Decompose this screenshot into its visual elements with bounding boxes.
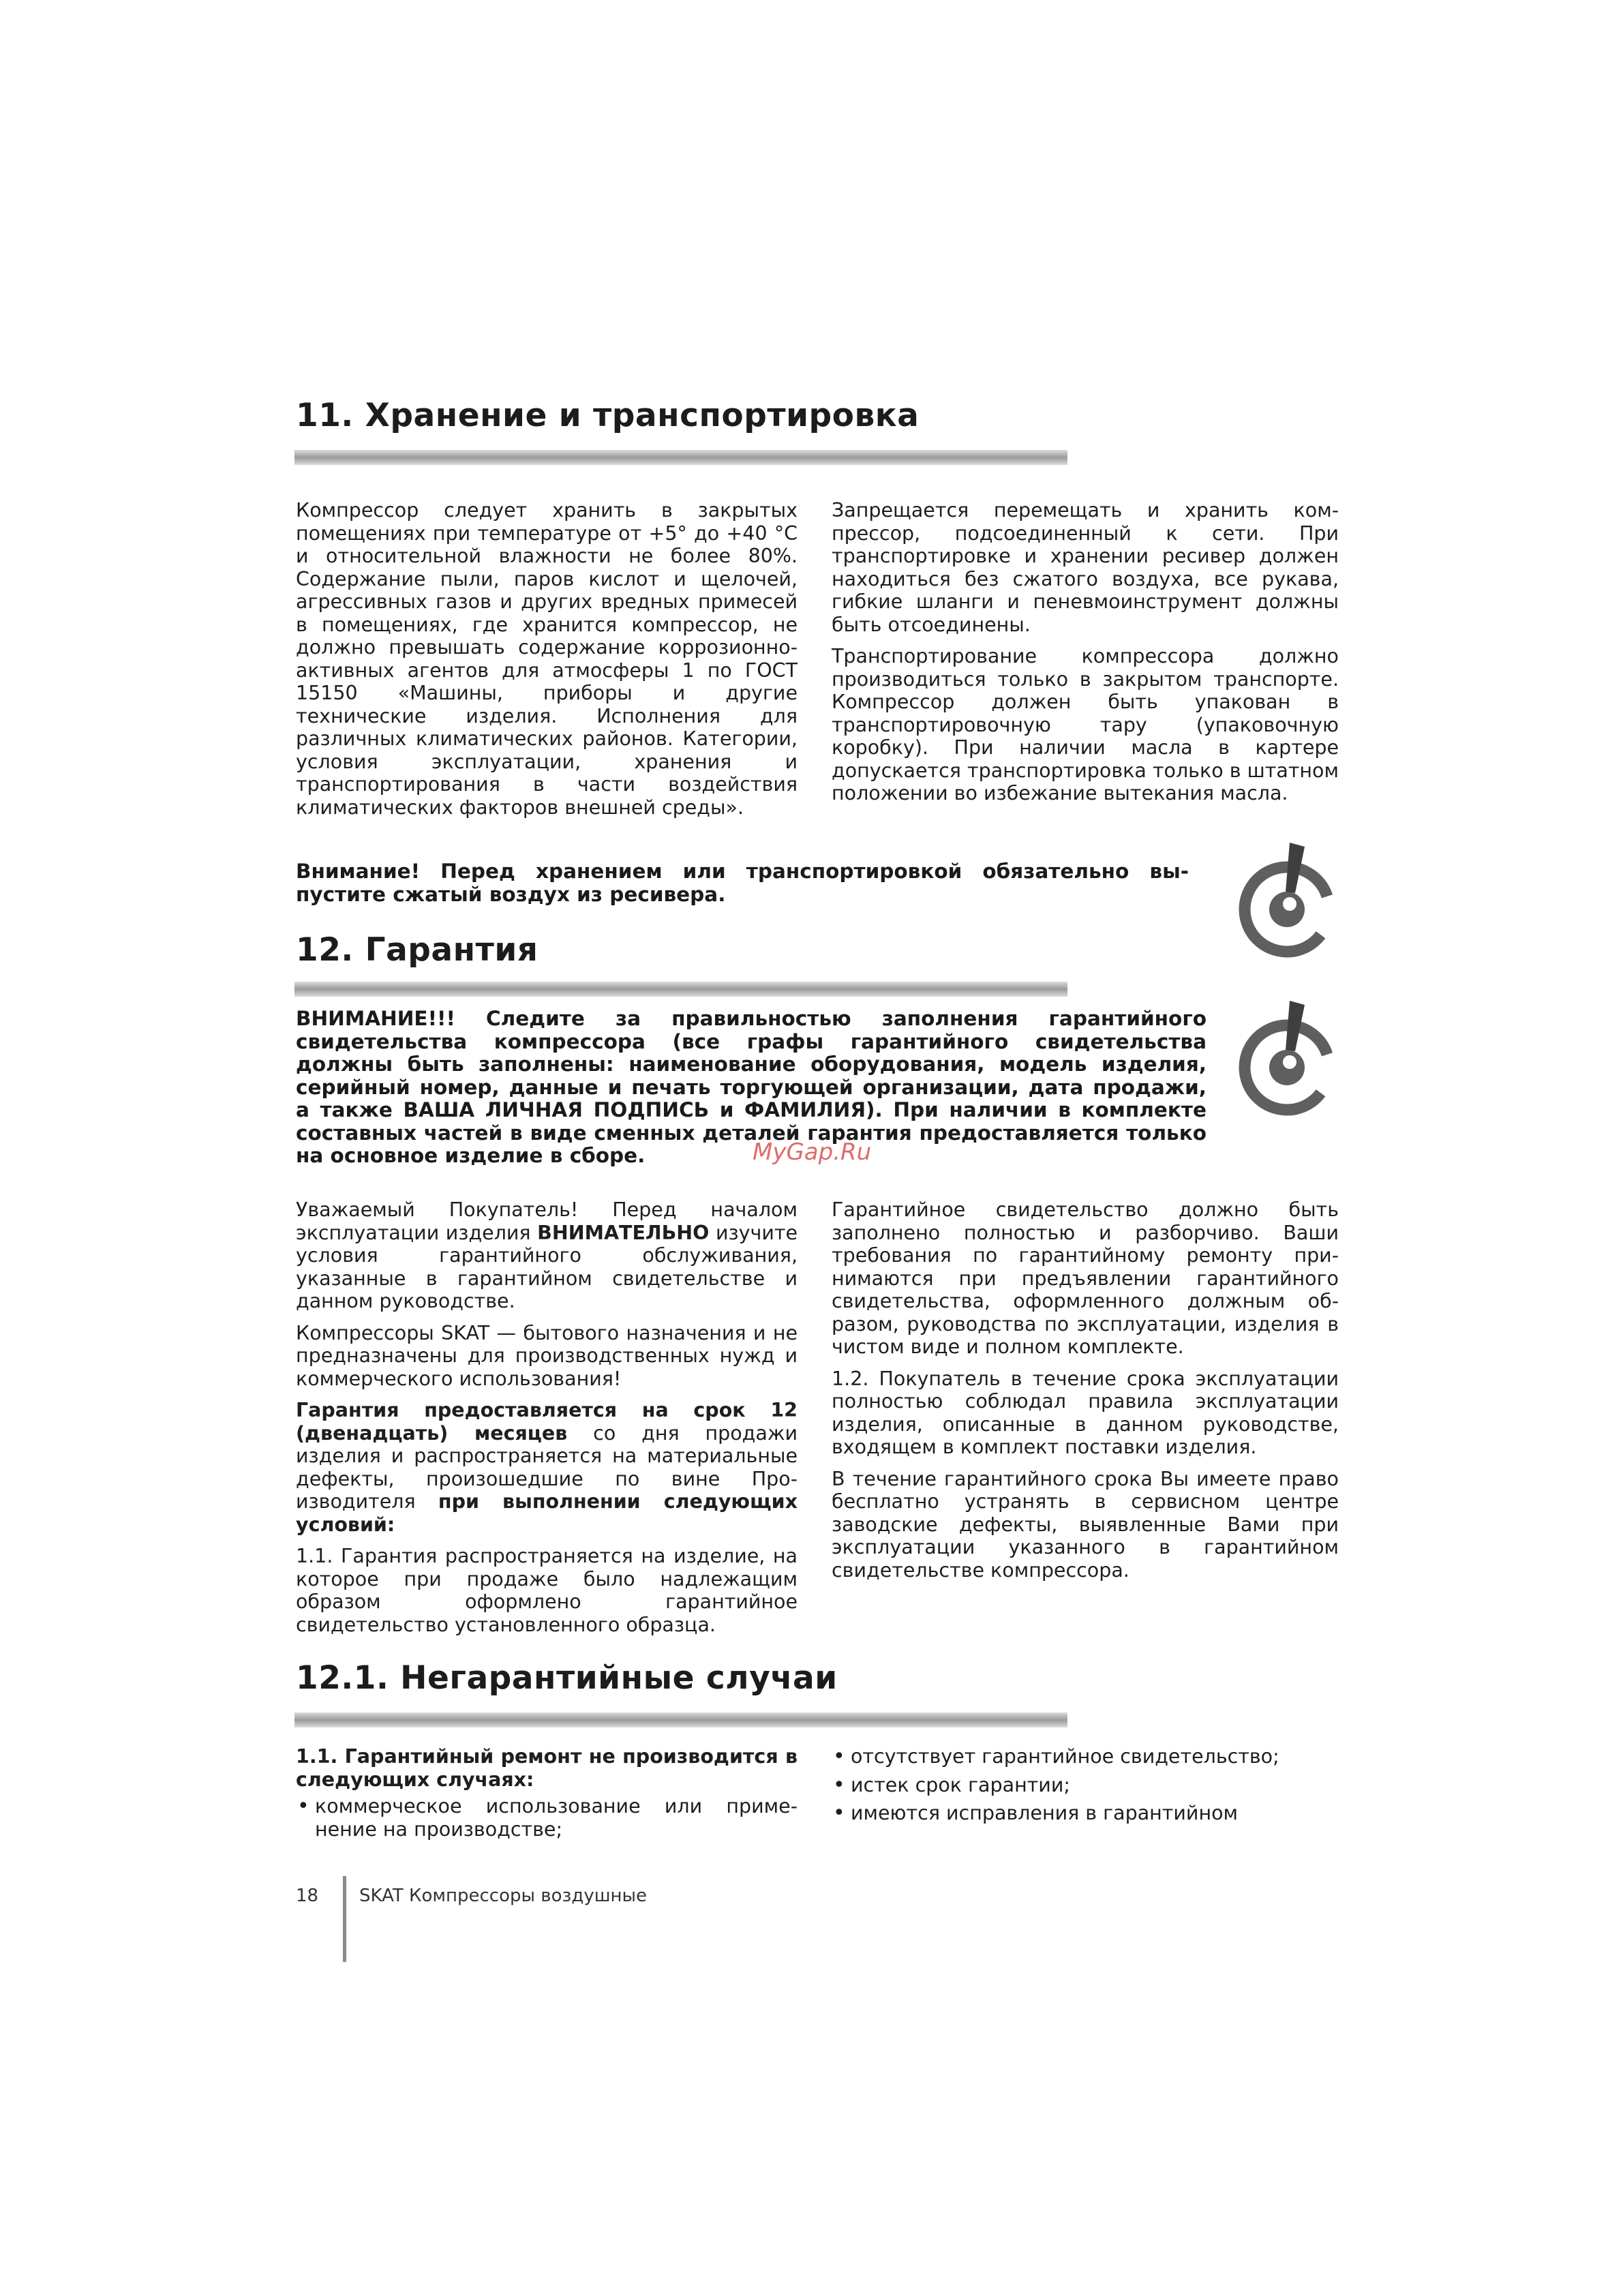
- storage-warning: Внимание! Перед хранением или транспортировкой обязательно выпустите сжатый воздух из ресивера.: [296, 860, 1189, 906]
- watermark: MyGap.Ru: [753, 1138, 872, 1166]
- footer-title: SKAT Компрессоры воздушные: [359, 1886, 648, 1906]
- storage-conditions-text: Компрессор следует хранить в закрытых помещениях при температуре от +5° до +40 °С и относительной влажности не более 80%. Содержание пыли, паров кислот и щелочей, агрессивных газов и других вредных примесей в помещениях, где хранится компрессор, не должно превышать содержание коррозионно-активных агентов для атмосферы 1 по ГОСТ 15150 «Машины, приборы и другие технические изделия. Исполнения для различных климатических районов. Категории, условия эксплуатации, хранения и транспортирования в части воздействия климатических факторов внешней среды».: [296, 499, 798, 819]
- section-12-left-column: [296, 1198, 798, 1645]
- transportation-text: Транспортирование компрессора должно производиться только в закрытом транспорте. Компрессор должен быть упакован в транспортировочную тару (упаковочную коробку). При наличии масла в картере допускается транспортировка только в штатном положении во избежание вытекания масла.: [832, 645, 1339, 804]
- section-12-right-column: [832, 1198, 1339, 1590]
- section-12-1-title: 12.1. Негарантийные случаи: [296, 1659, 838, 1697]
- section-12-1-right-column: [832, 1745, 1339, 1830]
- list-item: • имеются исправления в гарантийном: [832, 1802, 1339, 1825]
- customer-notice-text: Уважаемый Покупатель! Перед началом эксплуатации изделия ВНИМАТЕЛЬНО изучите условия гарантийного обслуживания, указанные в гарантийном свидетельстве и данном руководстве.: [296, 1198, 798, 1312]
- section-12-1-rule: [294, 1712, 1067, 1727]
- certificate-requirements-text: Гарантийное свидетельство должно быть заполнено полностью и разборчиво. Ваши требования по гарантийному ремонту принимаются при предъявлении гарантийного свидетельства, оформленного должным образом, руководства по эксплуатации, изделия в чистом виде и полном комплекте.: [832, 1198, 1339, 1358]
- footer-divider: [343, 1876, 346, 1962]
- section-12-title: 12. Гарантия: [296, 931, 539, 969]
- warranty-condition-1-2: 1.2. Покупатель в течение срока эксплуатации полностью соблюдал правила эксплуатации изделия, описанные в данном руководстве, входящем в комплект поставки изделия.: [832, 1367, 1339, 1458]
- attention-exclamation-icon: [1232, 995, 1339, 1119]
- page-number: 18: [296, 1886, 319, 1906]
- list-item: • коммерческое использование или применение на производстве;: [296, 1795, 798, 1841]
- section-11-rule: [294, 450, 1067, 465]
- list-item: • истек срок гарантии;: [832, 1774, 1339, 1797]
- non-warranty-list-left: [296, 1795, 798, 1841]
- attention-exclamation-icon: [1232, 837, 1339, 961]
- free-repair-text: В течение гарантийного срока Вы имеете право бесплатно устранять в сервисном центре заводские дефекты, выявленные Вами при эксплуатации указанного в гарантийном свидетельстве компрессора.: [832, 1467, 1339, 1582]
- section-11-title: 11. Хранение и транспортировка: [296, 397, 920, 434]
- non-warranty-list-right: [832, 1745, 1339, 1825]
- household-purpose-text: Компрессоры SKAT — бытового назначения и не предназначены для производственных нужд и коммерческого использования!: [296, 1321, 798, 1390]
- storage-prohibition-text: Запрещается перемещать и хранить компрессор, подсоединенный к сети. При транспортировке и хранении ресивер должен находиться без сжатого воздуха, все рукава, гибкие шланги и пеневмоинструмент должны быть отсоединены.: [832, 499, 1339, 636]
- warranty-warning: ВНИМАНИЕ!!! Следите за правильностью заполнения гарантийного свидетельства компрессора (все графы гарантийного свидетельства должны быть заполнены: наименование оборудования, модель изделия, серийный номер, данные и печать торгующей организации, дата продажи, а также ВАША ЛИЧНАЯ ПОДПИСЬ и ФАМИЛИЯ). При наличии в комплекте составных частей в виде сменных деталей гарантия предоставляется только на основное изделие в сборе.: [296, 1007, 1207, 1167]
- non-warranty-heading: 1.1. Гарантийный ремонт не производится в следующих случаях:: [296, 1745, 798, 1791]
- section-12-1-left-column: [296, 1745, 798, 1846]
- section-12-rule: [294, 982, 1067, 997]
- list-item: • отсутствует гарантийное свидетельство;: [832, 1745, 1339, 1768]
- section-11-right-column: [832, 499, 1339, 814]
- warranty-period-text: Гарантия предоставляется на срок 12 (двенадцать) месяцев со дня продажи изделия и распространяется на материальные дефекты, произошедшие по вине Производителя при выполнении следующих условий:: [296, 1399, 798, 1536]
- section-11-left-column: [296, 499, 798, 828]
- warranty-condition-1-1: 1.1. Гарантия распространяется на изделие, на которое при продаже было надлежащим образом оформлено гарантийное свидетельство установленного образца.: [296, 1545, 798, 1636]
